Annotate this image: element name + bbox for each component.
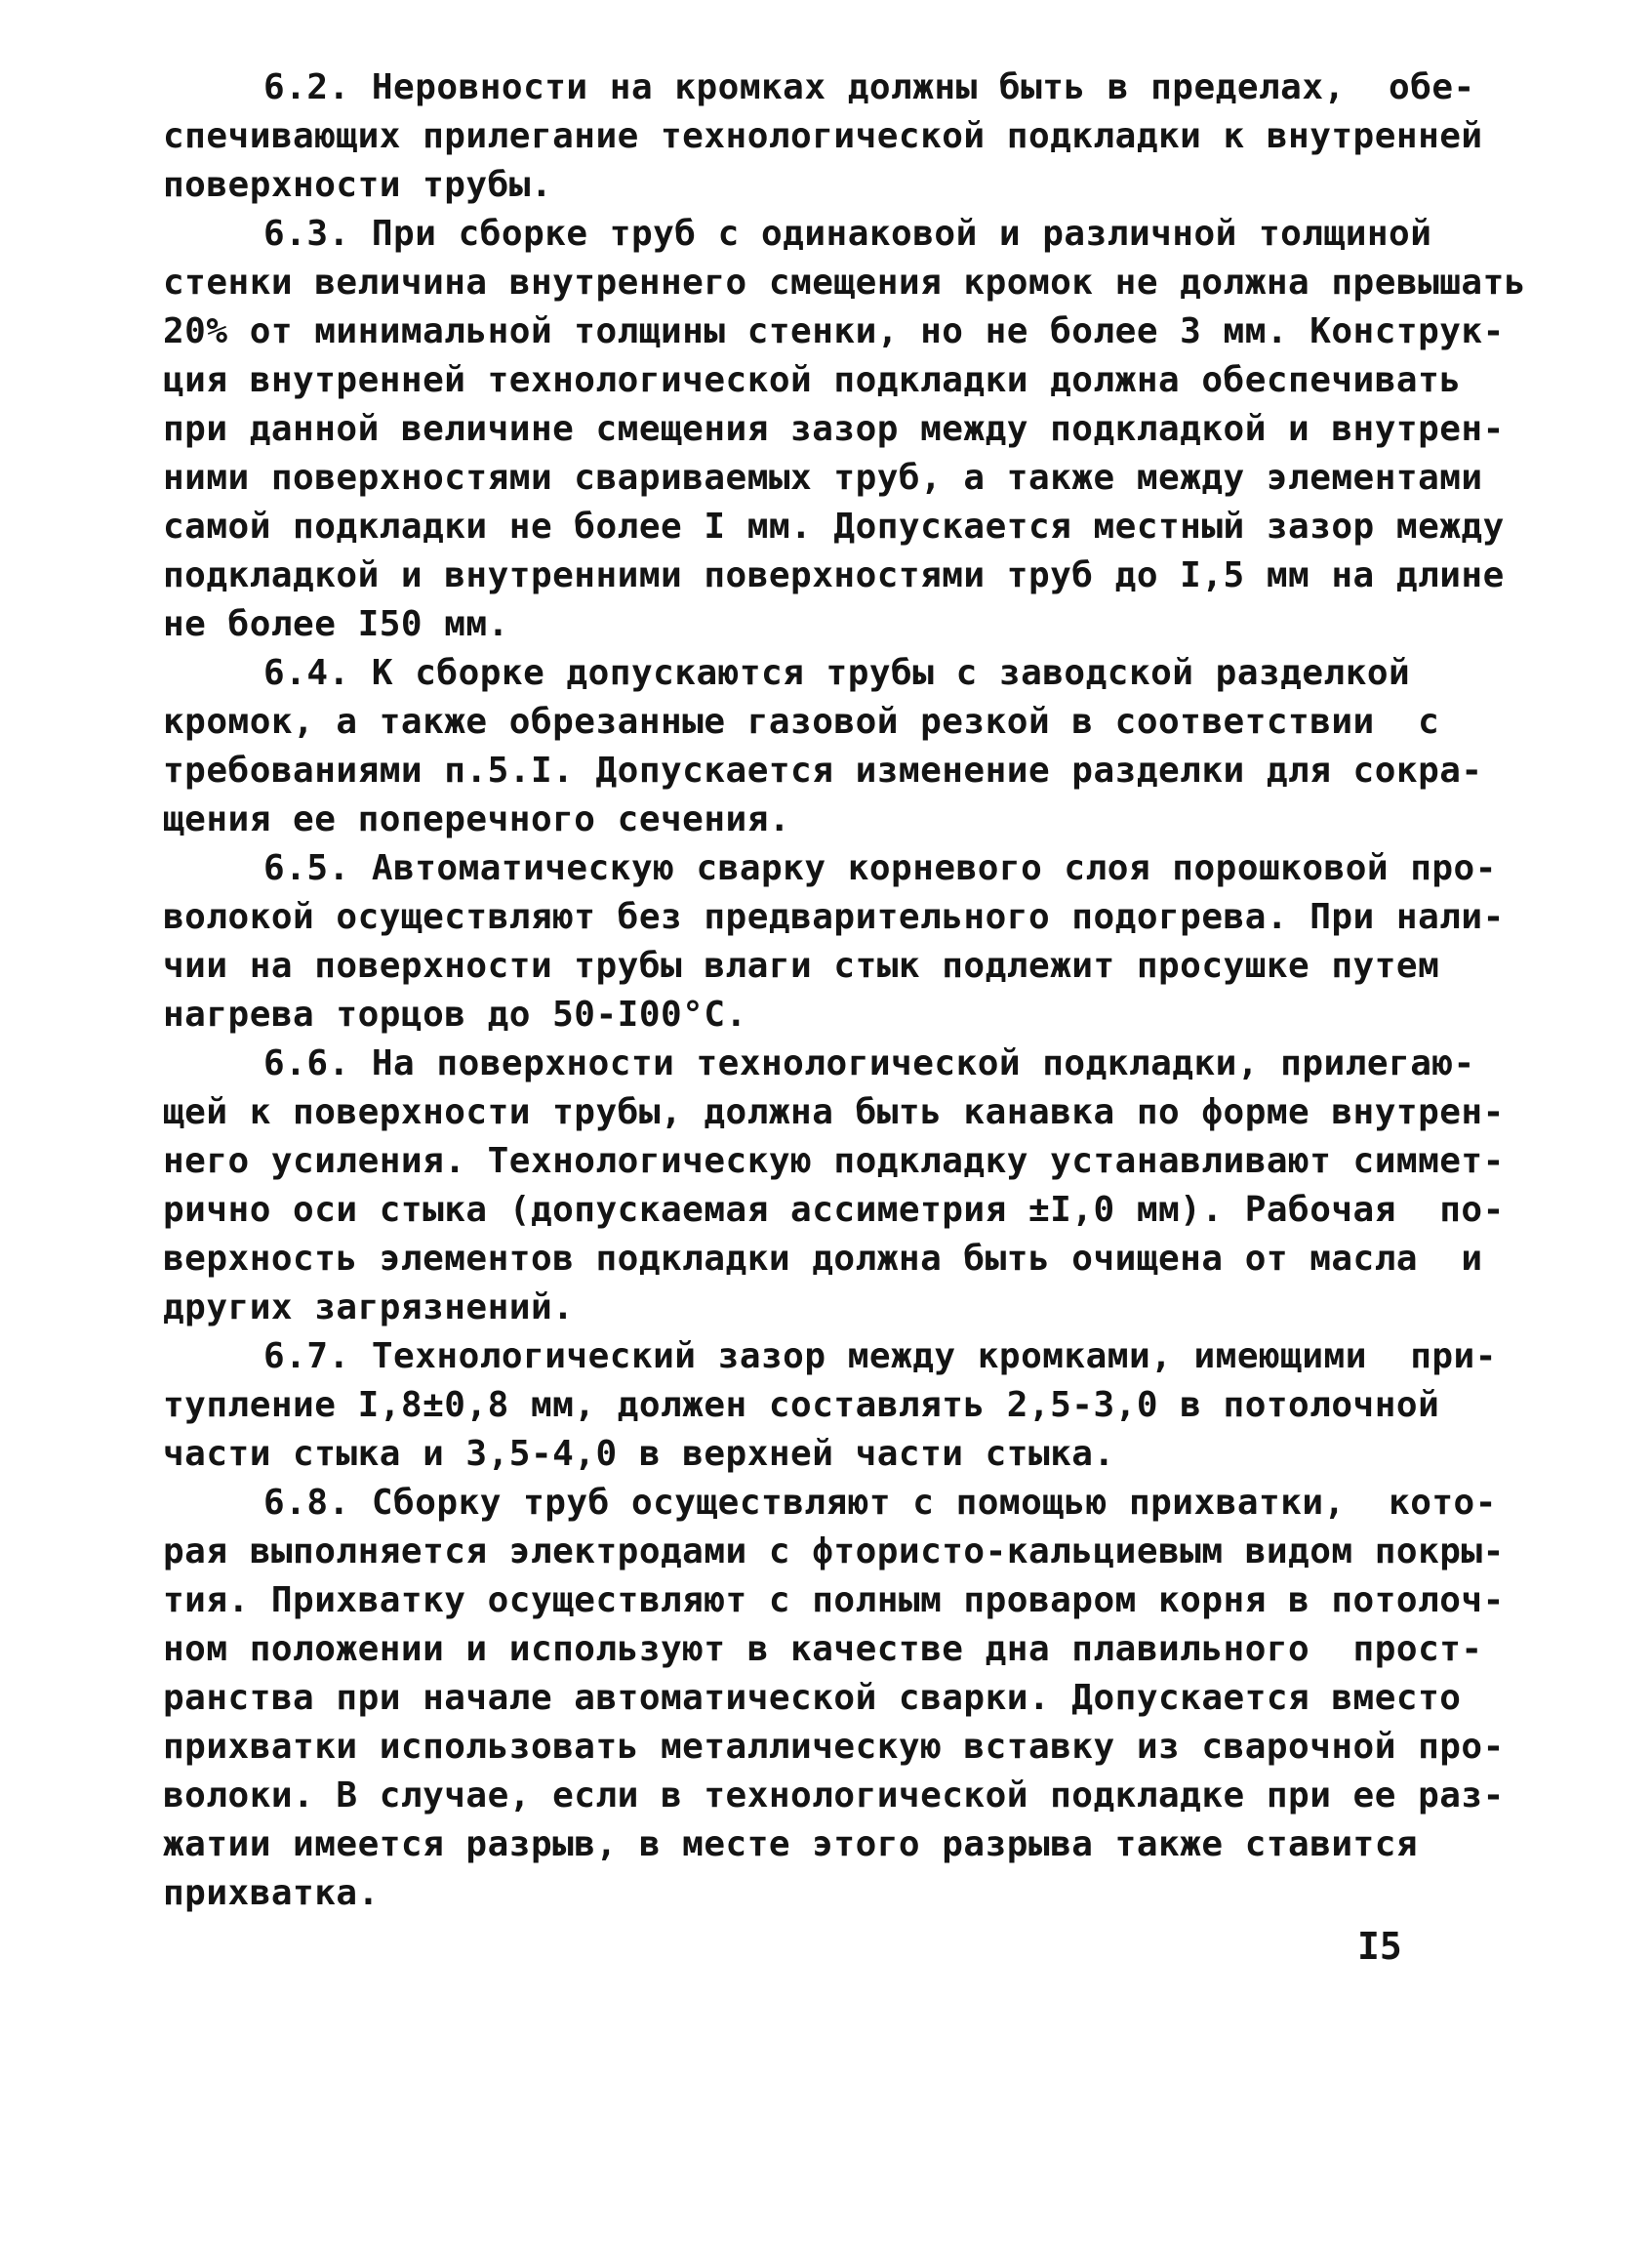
text-line: прихватки использовать металлическую вставку из сварочной про- [163,1727,1505,1767]
text-line: рично оси стыка (допускаемая ассиметрия ±I,0 мм). Рабочая по- [163,1190,1505,1230]
text-line: жатии имеется разрыв, в месте этого разрыва также ставится [163,1824,1419,1864]
text-line: поверхности трубы. [163,165,553,205]
text-line: 6.2. Неровности на кромках должны быть в пределах, обе- [263,67,1475,107]
text-line: щей к поверхности трубы, должна быть канавка по форме внутрен- [163,1092,1505,1132]
text-line: части стыка и 3,5-4,0 в верхней части стыка. [163,1434,1115,1474]
text-line: при данной величине смещения зазор между подкладкой и внутрен- [163,409,1505,449]
text-line: волокой осуществляют без предварительного подогрева. При нали- [163,897,1505,937]
text-line: стенки величина внутреннего смещения кромок не должна превышать [163,263,1526,303]
text-line: кромок, а также обрезанные газовой резкой в соответствии с [163,702,1440,742]
text-line: ранства при начале автоматической сварки. Допускается вместо [163,1678,1462,1718]
text-line: прихватка. [163,1873,380,1913]
text-line: ними поверхностями свариваемых труб, а также между элементами [163,458,1483,498]
text-line: нагрева торцов до 50-I00°С. [163,995,747,1035]
text-line: тия. Прихватку осуществляют с полным проваром корня в потолоч- [163,1580,1505,1620]
text-line: требованиями п.5.I. Допускается изменение разделки для сокра- [163,751,1483,791]
text-line: спечивающих прилегание технологической подкладки к внутренней [163,116,1483,156]
text-line: 6.8. Сборку труб осуществляют с помощью прихватки, кото- [263,1483,1497,1523]
text-line: 6.6. На поверхности технологической подкладки, прилегаю- [263,1043,1475,1083]
text-line: 6.7. Технологический зазор между кромками, имеющими при- [263,1336,1497,1376]
page-number: I5 [1357,1925,1402,1968]
text-line: других загрязнений. [163,1287,575,1327]
text-line: волоки. В случае, если в технологической подкладке при ее раз- [163,1775,1505,1816]
text-line: чии на поверхности трубы влаги стык подлежит просушке путем [163,946,1440,986]
text-line: подкладкой и внутренними поверхностями труб до I,5 мм на длине [163,555,1505,595]
text-line: 20% от минимальной толщины стенки, но не более 3 мм. Конструк- [163,311,1505,351]
text-line: самой подкладки не более I мм. Допускается местный зазор между [163,507,1505,547]
text-line: 6.3. При сборке труб с одинаковой и различной толщиной [263,214,1432,254]
text-line: 6.4. К сборке допускаются трубы с заводской разделкой [263,653,1411,693]
text-line: ция внутренней технологической подкладки должна обеспечивать [163,360,1462,400]
text-line: тупление I,8±0,8 мм, должен составлять 2,5-3,0 в потолочной [163,1385,1440,1425]
text-line: него усиления. Технологическую подкладку устанавливают симмет- [163,1141,1505,1181]
text-line: ном положении и используют в качестве дна плавильного прост- [163,1629,1483,1669]
text-line: щения ее поперечного сечения. [163,799,791,839]
text-line: верхность элементов подкладки должна быть очищена от масла и [163,1239,1483,1279]
text-line: рая выполняется электродами с фтористо-кальциевым видом покры- [163,1531,1505,1571]
text-line: 6.5. Автоматическую сварку корневого слоя порошковой про- [263,848,1497,888]
text-line: не более I50 мм. [163,604,509,644]
